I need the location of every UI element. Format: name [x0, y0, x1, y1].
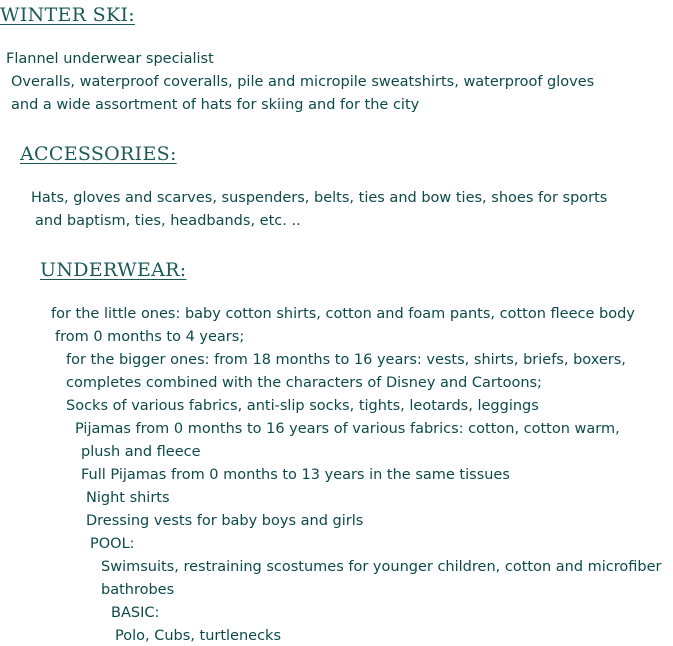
winter-ski-line: and a wide assortment of hats for skiing and for the city — [11, 97, 420, 113]
underwear-line: Socks of various fabrics, anti-slip socks, tights, leotards, leggings — [66, 398, 539, 414]
winter-ski-heading: WINTER SKI: — [0, 4, 135, 26]
basic-subheading: BASIC: — [111, 605, 160, 621]
accessories-line: and baptism, ties, headbands, etc. .. — [35, 213, 301, 229]
underwear-line: from 0 months to 4 years; — [55, 329, 245, 345]
underwear-line: for the bigger ones: from 18 months to 16 years: vests, shirts, briefs, boxers, — [66, 352, 626, 368]
accessories-line: Hats, gloves and scarves, suspenders, belts, ties and bow ties, shoes for sports — [31, 190, 608, 206]
underwear-heading: UNDERWEAR: — [40, 259, 187, 281]
underwear-line: Polo, Cubs, turtlenecks — [115, 628, 282, 644]
underwear-line: for the little ones: baby cotton shirts, cotton and foam pants, cotton fleece body — [51, 306, 635, 322]
underwear-line: completes combined with the characters of Disney and Cartoons; — [66, 375, 542, 391]
winter-ski-line: Flannel underwear specialist — [6, 51, 214, 67]
underwear-line: Full Pijamas from 0 months to 13 years in the same tissues — [81, 467, 510, 483]
winter-ski-line: Overalls, waterproof coveralls, pile and micropile sweatshirts, waterproof gloves — [11, 74, 595, 90]
accessories-heading: ACCESSORIES: — [20, 143, 177, 165]
underwear-line: Night shirts — [86, 490, 170, 506]
underwear-line: Swimsuits, restraining scostumes for younger children, cotton and microfiber — [101, 559, 662, 575]
pool-subheading: POOL: — [90, 536, 135, 552]
underwear-line: Dressing vests for baby boys and girls — [86, 513, 364, 529]
underwear-line: plush and fleece — [81, 444, 201, 460]
underwear-line: Pijamas from 0 months to 16 years of various fabrics: cotton, cotton warm, — [75, 421, 620, 437]
underwear-line: bathrobes — [101, 582, 175, 598]
